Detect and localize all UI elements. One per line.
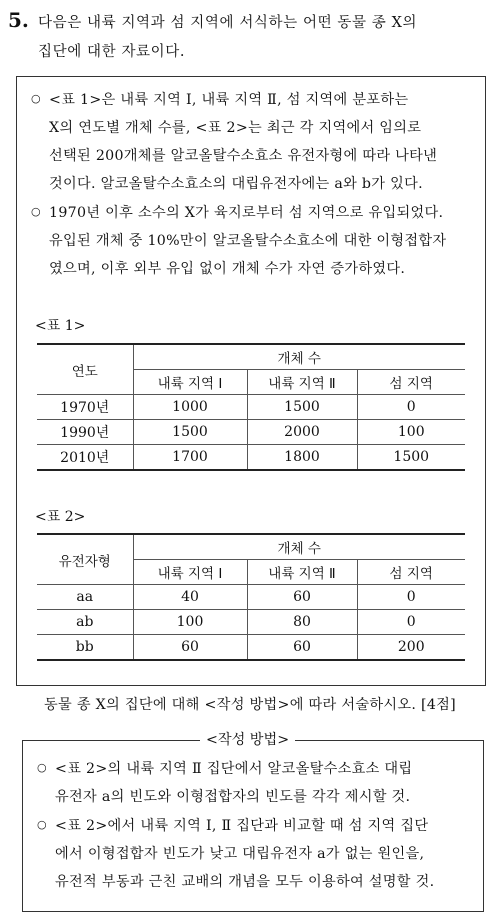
method-bullet2-line-3: 유전적 부동과 근친 교배의 개념을 모두 이용하여 설명할 것. [55, 874, 435, 890]
instruction-text: 동물 종 X의 집단에 대해 <작성 방법>에 따라 서술하시오. [4점] [44, 697, 456, 713]
table-row [37, 395, 465, 420]
table-cell: 200 [357, 635, 465, 661]
table2-genotype: aa [37, 585, 133, 610]
info-bullet2-line-3: 였으며, 이후 외부 유입 없이 개체 수가 자연 증가하였다. [49, 261, 406, 277]
bullet-icon: ○ [37, 818, 47, 831]
table-row [37, 445, 465, 471]
table1-label: <표 1> [35, 318, 86, 334]
table2-genotype: ab [37, 610, 133, 635]
table2-genotype: bb [37, 635, 133, 661]
table1-year: 1990년 [37, 420, 133, 445]
table1 [37, 343, 465, 471]
table1-col-island: 섬 지역 [357, 370, 465, 395]
table-cell: 0 [357, 585, 465, 610]
method-bullet1-line-1: <표 2>의 내륙 지역 Ⅱ 집단에서 알코올탈수소효소 대립 [55, 761, 413, 777]
method-box [22, 740, 484, 912]
table2-col-island: 섬 지역 [357, 560, 465, 585]
table-row [37, 420, 465, 445]
table2-label: <표 2> [35, 509, 86, 525]
table-row [37, 585, 465, 610]
info-bullet1-line-3: 선택된 200개체를 알코올탈수소효소 유전자형에 따라 나타낸 [49, 148, 438, 164]
table-cell: 100 [133, 610, 247, 635]
table1-year: 2010년 [37, 445, 133, 471]
info-bullet2-line-2: 유입된 개체 중 10%만이 알코올탈수소효소에 대한 이형접합자 [49, 233, 447, 249]
table-cell: 60 [247, 585, 357, 610]
table-cell: 1500 [133, 420, 247, 445]
table-cell: 0 [357, 395, 465, 420]
table-cell: 1700 [133, 445, 247, 471]
table-cell: 1000 [133, 395, 247, 420]
table-cell: 60 [247, 635, 357, 661]
table2-col-inland-1: 내륙 지역 Ⅰ [133, 560, 247, 585]
info-box [16, 76, 486, 686]
info-bullet1-line-1: <표 1>은 내륙 지역 Ⅰ, 내륙 지역 Ⅱ, 섬 지역에 분포하는 [49, 92, 409, 108]
table1-col-inland-1: 내륙 지역 Ⅰ [133, 370, 247, 395]
bullet-icon: ○ [31, 205, 41, 218]
table2 [37, 533, 465, 661]
question-number: 5. [8, 8, 29, 32]
table-cell: 2000 [247, 420, 357, 445]
bullet-icon: ○ [31, 92, 41, 105]
method-bullet2-line-2: 에서 이형접합자 빈도가 낮고 대립유전자 a가 없는 원인을, [55, 846, 425, 862]
question-text-line-2: 집단에 대한 자료이다. [38, 44, 186, 60]
question-text-line-1: 다음은 내륙 지역과 섬 지역에 서식하는 어떤 동물 종 X의 [38, 15, 418, 31]
table-cell: 40 [133, 585, 247, 610]
table1-group-header: 개체 수 [133, 344, 465, 370]
table2-group-header: 개체 수 [133, 534, 465, 560]
table2-col-inland-2: 내륙 지역 Ⅱ [247, 560, 357, 585]
method-box-title: <작성 방법> [200, 729, 295, 749]
method-bullet1-line-2: 유전자 a의 빈도와 이형접합자의 빈도를 각각 제시할 것. [55, 789, 411, 805]
table-cell: 1500 [357, 445, 465, 471]
info-bullet1-line-4: 것이다. 알코올탈수소효소의 대립유전자에는 a와 b가 있다. [49, 176, 423, 192]
table-cell: 0 [357, 610, 465, 635]
table1-col-inland-2: 내륙 지역 Ⅱ [247, 370, 357, 395]
method-bullet2-line-1: <표 2>에서 내륙 지역 Ⅰ, Ⅱ 집단과 비교할 때 섬 지역 집단 [55, 818, 429, 834]
table2-row-header: 유전자형 [37, 534, 133, 585]
table-cell: 1500 [247, 395, 357, 420]
info-bullet1-line-2: X의 연도별 개체 수를, <표 2>는 최근 각 지역에서 임의로 [49, 120, 422, 136]
table-cell: 1800 [247, 445, 357, 471]
table-row [37, 635, 465, 661]
info-bullet2-line-1: 1970년 이후 소수의 X가 육지로부터 섬 지역으로 유입되었다. [49, 205, 444, 221]
table1-row-header: 연도 [37, 344, 133, 395]
bullet-icon: ○ [37, 761, 47, 774]
table-row [37, 610, 465, 635]
table-cell: 60 [133, 635, 247, 661]
table-cell: 80 [247, 610, 357, 635]
table1-year: 1970년 [37, 395, 133, 420]
table-cell: 100 [357, 420, 465, 445]
